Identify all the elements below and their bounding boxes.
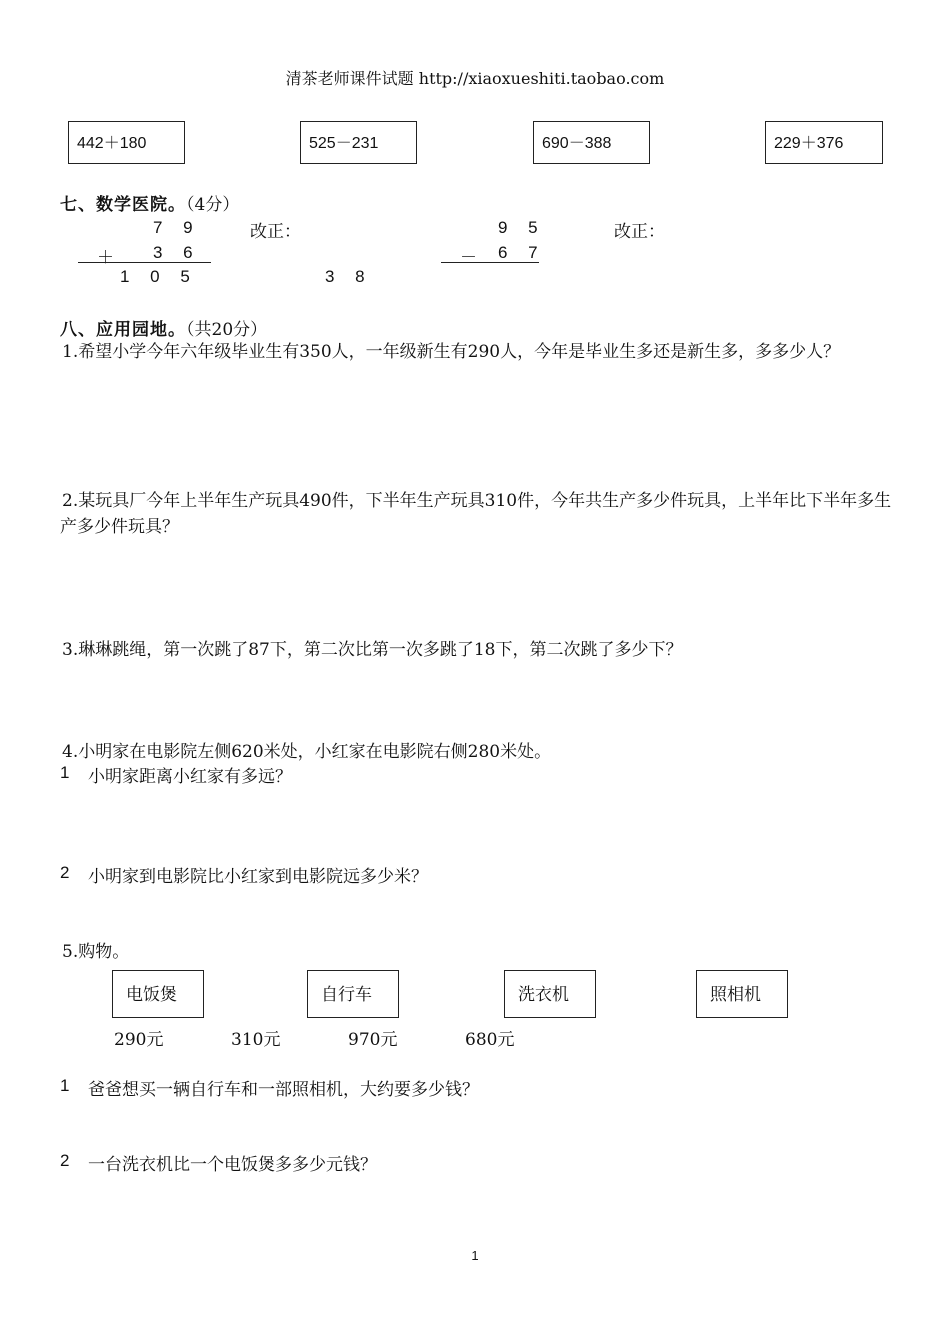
section7-heading bbox=[60, 190, 239, 215]
section7-score: （4分） bbox=[186, 195, 240, 215]
p2-second-number: 6 7 bbox=[498, 243, 546, 262]
q5-sub1-text: 爸爸想买一辆自行车和一部照相机，大约要多少钱？ bbox=[88, 1080, 479, 1100]
p2-operator: － bbox=[460, 248, 477, 268]
p2-top-number: 9 5 bbox=[498, 218, 546, 237]
calc-box-3: 690－388 bbox=[533, 121, 650, 164]
p2-diff-line bbox=[441, 262, 539, 263]
question-3: 3.琳琳跳绳，第一次跳了87下，第二次比第一次多跳了18下，第二次跳了多少下？ bbox=[62, 640, 683, 660]
question-5-stem: 5.购物。 bbox=[62, 942, 130, 962]
section8-heading bbox=[60, 315, 267, 340]
p2-fix-label: 改正： bbox=[614, 222, 665, 242]
section8-title: 八、应用园地。 bbox=[60, 320, 186, 340]
calc-box-4: 229＋376 bbox=[765, 121, 883, 164]
q5-sub1-number: 1 bbox=[60, 1076, 70, 1095]
page-number: 1 bbox=[471, 1248, 479, 1263]
price-4: 680元 bbox=[465, 1030, 515, 1050]
p1-fix-label: 改正： bbox=[250, 222, 301, 242]
p1-sum-line bbox=[78, 262, 211, 263]
p2-result: 3 8 bbox=[325, 267, 373, 286]
calc-box-1: 442＋180 bbox=[68, 121, 185, 164]
question-2: 2.某玩具厂今年上半年生产玩具490件，下半年生产玩具310件，今年共生产多少件玩具，上半年比下半年多生产多少件玩具？ bbox=[60, 491, 892, 537]
q4-sub1-text: 小明家距离小红家有多远？ bbox=[88, 767, 292, 787]
price-1: 290元 bbox=[114, 1030, 164, 1050]
price-2: 310元 bbox=[231, 1030, 281, 1050]
q5-sub2-number: 2 bbox=[60, 1151, 70, 1170]
calc-box-2: 525－231 bbox=[300, 121, 417, 164]
section7-title: 七、数学医院。 bbox=[60, 195, 186, 215]
price-3: 970元 bbox=[348, 1030, 398, 1050]
item-bicycle: 自行车 bbox=[307, 970, 399, 1018]
q4-sub1-number: 1 bbox=[60, 763, 70, 782]
p1-result: 1 0 5 bbox=[120, 267, 198, 286]
section8-score: （共20分） bbox=[186, 320, 268, 340]
item-washing-machine: 洗衣机 bbox=[504, 970, 596, 1018]
q4-sub2-text: 小明家到电影院比小红家到电影院远多少米？ bbox=[88, 867, 428, 887]
p1-second-number: 3 6 bbox=[153, 243, 201, 262]
item-rice-cooker: 电饭煲 bbox=[112, 970, 204, 1018]
item-camera: 照相机 bbox=[696, 970, 788, 1018]
q5-sub2-text: 一台洗衣机比一个电饭煲多多少元钱？ bbox=[88, 1155, 377, 1175]
question-4-stem: 4.小明家在电影院左侧620米处，小红家在电影院右侧280米处。 bbox=[62, 742, 552, 762]
q4-sub2-number: 2 bbox=[60, 863, 70, 882]
p1-operator: ＋ bbox=[97, 248, 114, 268]
question-1: 1.希望小学今年六年级毕业生有350人，一年级新生有290人，今年是毕业生多还是新生多，多多少人？ bbox=[62, 342, 841, 362]
p1-top-number: 7 9 bbox=[153, 218, 201, 237]
page-header: 清茶老师课件试题 http://xiaoxueshiti.taobao.com bbox=[285, 69, 665, 88]
